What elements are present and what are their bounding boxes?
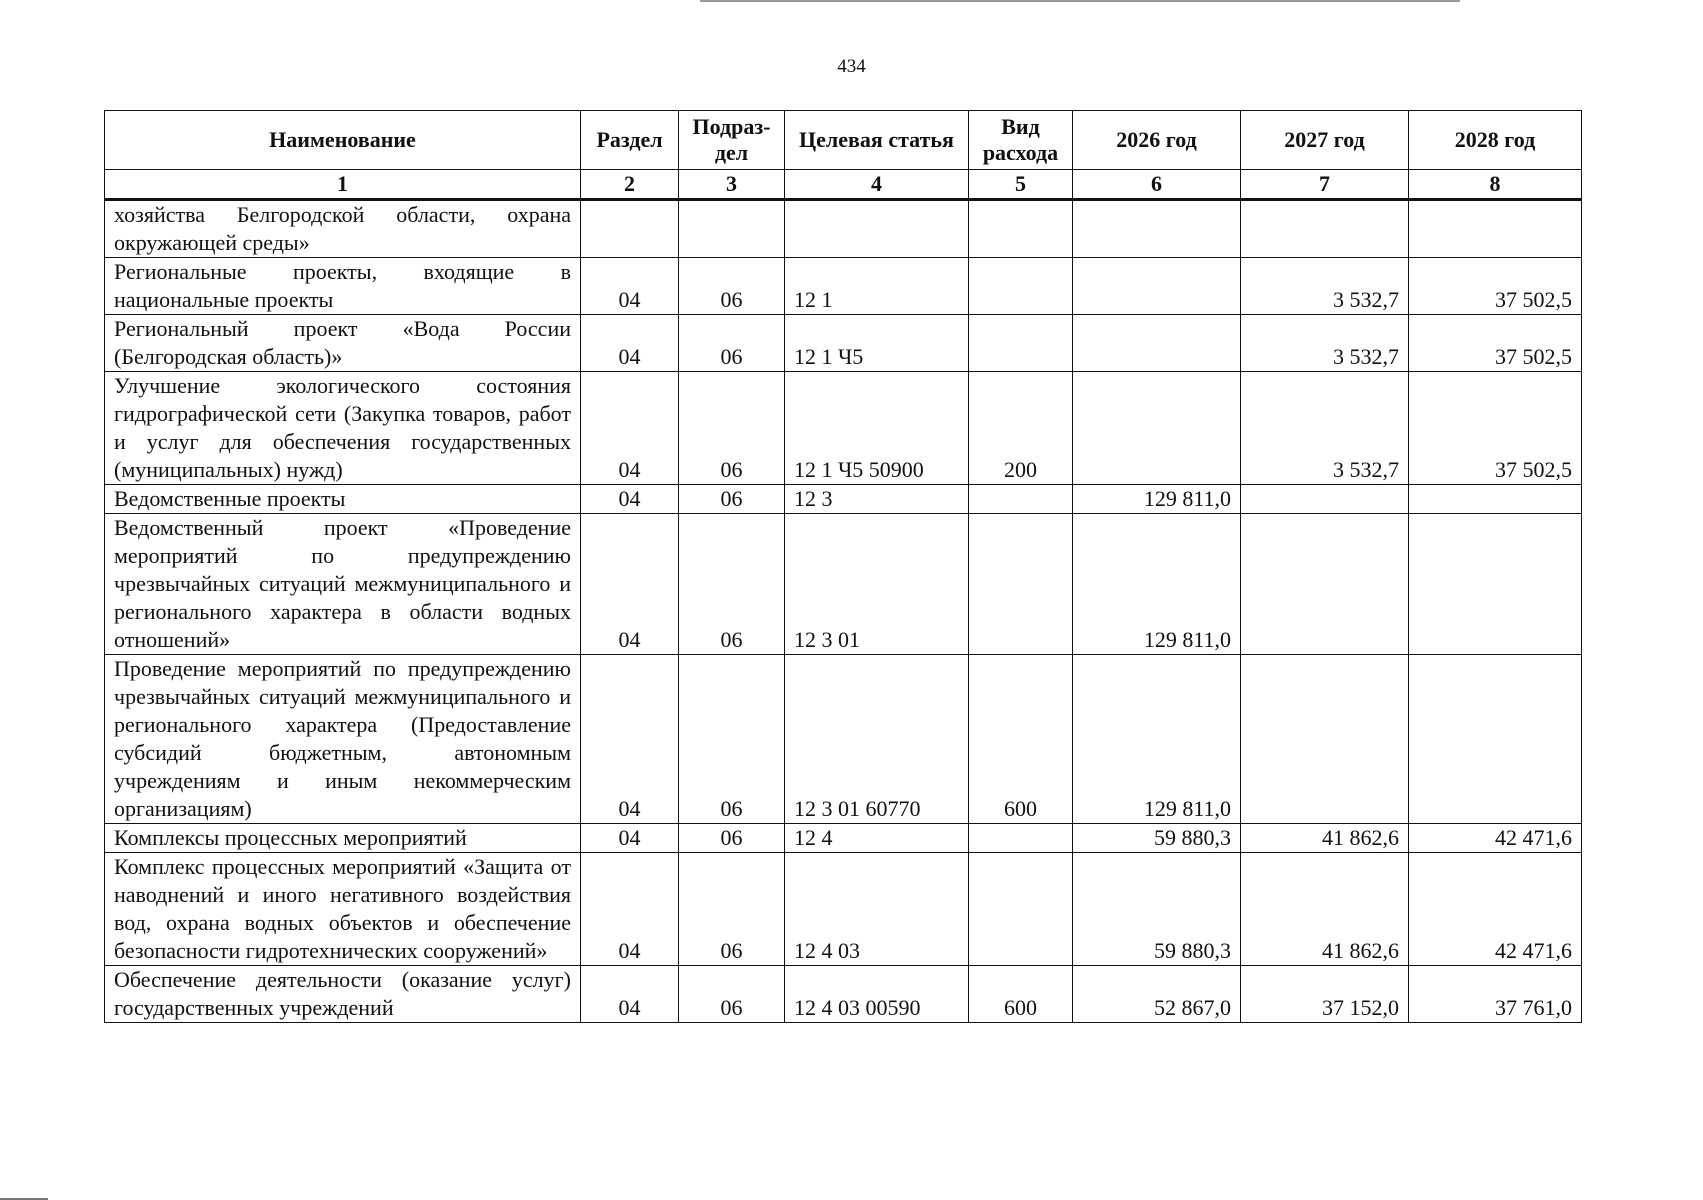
row-target-article-cell: 12 1 — [785, 258, 969, 315]
column-number: 8 — [1409, 170, 1582, 200]
row-amount-2026-cell — [1073, 258, 1241, 315]
row-subsection-cell: 06 — [679, 824, 785, 853]
row-target-article-cell: 12 1 Ч5 — [785, 315, 969, 372]
row-expense-type-cell — [969, 200, 1073, 258]
row-amount-2028-cell: 37 502,5 — [1409, 315, 1582, 372]
row-target-article-cell: 12 3 — [785, 485, 969, 514]
row-expense-type-cell: 600 — [969, 655, 1073, 824]
row-amount-2026-cell: 129 811,0 — [1073, 655, 1241, 824]
row-expense-type-cell — [969, 258, 1073, 315]
table-row — [105, 372, 1582, 485]
row-target-article-cell: 12 4 — [785, 824, 969, 853]
row-target-article-cell: 12 4 03 — [785, 853, 969, 966]
row-name-cell: Комплекс процессных мероприятий «Защита от наводнений и иного негативного воздействия вод, охрана водных объектов и обеспечение безопасности гидротехнических сооружений» — [105, 853, 581, 966]
table-row — [105, 824, 1582, 853]
row-amount-2026-cell: 59 880,3 — [1073, 853, 1241, 966]
row-name-cell: Улучшение экологического состояния гидрографической сети (Закупка товаров, работ и услуг для обеспечения государственных (муниципальных) нужд) — [105, 372, 581, 485]
column-number: 3 — [679, 170, 785, 200]
row-amount-2026-cell: 59 880,3 — [1073, 824, 1241, 853]
row-target-article-cell: 12 1 Ч5 50900 — [785, 372, 969, 485]
column-number: 7 — [1241, 170, 1409, 200]
row-name-cell: Обеспечение деятельности (оказание услуг) государственных учреждений — [105, 966, 581, 1023]
row-section-cell — [581, 200, 679, 258]
row-subsection-cell: 06 — [679, 853, 785, 966]
table-row — [105, 485, 1582, 514]
column-number: 4 — [785, 170, 969, 200]
row-subsection-cell: 06 — [679, 372, 785, 485]
row-section-cell: 04 — [581, 315, 679, 372]
table-row — [105, 200, 1582, 258]
row-section-cell: 04 — [581, 824, 679, 853]
row-amount-2028-cell: 42 471,6 — [1409, 853, 1582, 966]
row-expense-type-cell — [969, 824, 1073, 853]
row-amount-2026-cell: 129 811,0 — [1073, 485, 1241, 514]
row-expense-type-cell — [969, 485, 1073, 514]
row-amount-2028-cell — [1409, 200, 1582, 258]
table-row — [105, 258, 1582, 315]
budget-table — [104, 110, 1582, 1023]
row-target-article-cell: 12 4 03 00590 — [785, 966, 969, 1023]
header-target-article: Целевая статья — [785, 111, 969, 170]
table-body — [105, 200, 1582, 1023]
header-subsection: Подраз-дел — [679, 111, 785, 170]
table-row — [105, 655, 1582, 824]
header-section: Раздел — [581, 111, 679, 170]
row-section-cell: 04 — [581, 514, 679, 655]
row-amount-2027-cell: 41 862,6 — [1241, 853, 1409, 966]
table-row — [105, 315, 1582, 372]
row-target-article-cell — [785, 200, 969, 258]
row-amount-2026-cell: 129 811,0 — [1073, 514, 1241, 655]
row-section-cell: 04 — [581, 372, 679, 485]
row-amount-2026-cell — [1073, 200, 1241, 258]
row-name-cell: Проведение мероприятий по предупреждению чрезвычайных ситуаций межмуниципального и регионального характера (Предоставление субсидий бюджетным, автономным учреждениям и иным некоммерческим организациям) — [105, 655, 581, 824]
row-amount-2028-cell — [1409, 655, 1582, 824]
row-section-cell: 04 — [581, 655, 679, 824]
row-name-cell: Комплексы процессных мероприятий — [105, 824, 581, 853]
top-scan-rule — [700, 0, 1460, 2]
row-section-cell: 04 — [581, 966, 679, 1023]
row-subsection-cell: 06 — [679, 514, 785, 655]
row-amount-2027-cell: 3 532,7 — [1241, 372, 1409, 485]
row-amount-2027-cell — [1241, 485, 1409, 514]
row-amount-2028-cell: 42 471,6 — [1409, 824, 1582, 853]
table-row — [105, 514, 1582, 655]
row-section-cell: 04 — [581, 853, 679, 966]
row-amount-2026-cell: 52 867,0 — [1073, 966, 1241, 1023]
table-row — [105, 966, 1582, 1023]
row-name-cell: Региональный проект «Вода России (Белгородская область)» — [105, 315, 581, 372]
header-year-2026: 2026 год — [1073, 111, 1241, 170]
row-subsection-cell: 06 — [679, 655, 785, 824]
row-amount-2028-cell — [1409, 514, 1582, 655]
row-subsection-cell: 06 — [679, 485, 785, 514]
row-amount-2028-cell — [1409, 485, 1582, 514]
row-amount-2027-cell — [1241, 655, 1409, 824]
row-section-cell: 04 — [581, 258, 679, 315]
row-amount-2028-cell: 37 502,5 — [1409, 372, 1582, 485]
row-amount-2027-cell: 3 532,7 — [1241, 315, 1409, 372]
row-amount-2027-cell: 41 862,6 — [1241, 824, 1409, 853]
column-number-row — [105, 170, 1582, 200]
row-expense-type-cell — [969, 514, 1073, 655]
row-subsection-cell — [679, 200, 785, 258]
row-amount-2027-cell — [1241, 514, 1409, 655]
row-amount-2027-cell — [1241, 200, 1409, 258]
column-number: 6 — [1073, 170, 1241, 200]
row-name-cell: Региональные проекты, входящие в национальные проекты — [105, 258, 581, 315]
row-expense-type-cell: 200 — [969, 372, 1073, 485]
row-expense-type-cell: 600 — [969, 966, 1073, 1023]
row-amount-2026-cell — [1073, 315, 1241, 372]
row-amount-2028-cell: 37 761,0 — [1409, 966, 1582, 1023]
row-expense-type-cell — [969, 853, 1073, 966]
row-amount-2027-cell: 3 532,7 — [1241, 258, 1409, 315]
row-amount-2028-cell: 37 502,5 — [1409, 258, 1582, 315]
row-name-cell: Ведомственные проекты — [105, 485, 581, 514]
header-year-2027: 2027 год — [1241, 111, 1409, 170]
row-expense-type-cell — [969, 315, 1073, 372]
header-year-2028: 2028 год — [1409, 111, 1582, 170]
table-row — [105, 853, 1582, 966]
column-number: 1 — [105, 170, 581, 200]
header-expense-type: Вид расхода — [969, 111, 1073, 170]
row-amount-2026-cell — [1073, 372, 1241, 485]
column-number: 2 — [581, 170, 679, 200]
row-name-cell: Ведомственный проект «Проведение мероприятий по предупреждению чрезвычайных ситуаций межмуниципального и регионального характера в области водных отношений» — [105, 514, 581, 655]
page-number: 434 — [837, 56, 866, 77]
row-section-cell: 04 — [581, 485, 679, 514]
row-name-cell: хозяйства Белгородской области, охрана окружающей среды» — [105, 200, 581, 258]
row-subsection-cell: 06 — [679, 315, 785, 372]
row-subsection-cell: 06 — [679, 258, 785, 315]
header-row — [105, 111, 1582, 170]
row-target-article-cell: 12 3 01 — [785, 514, 969, 655]
header-name: Наименование — [105, 111, 581, 170]
row-subsection-cell: 06 — [679, 966, 785, 1023]
row-target-article-cell: 12 3 01 60770 — [785, 655, 969, 824]
column-number: 5 — [969, 170, 1073, 200]
row-amount-2027-cell: 37 152,0 — [1241, 966, 1409, 1023]
